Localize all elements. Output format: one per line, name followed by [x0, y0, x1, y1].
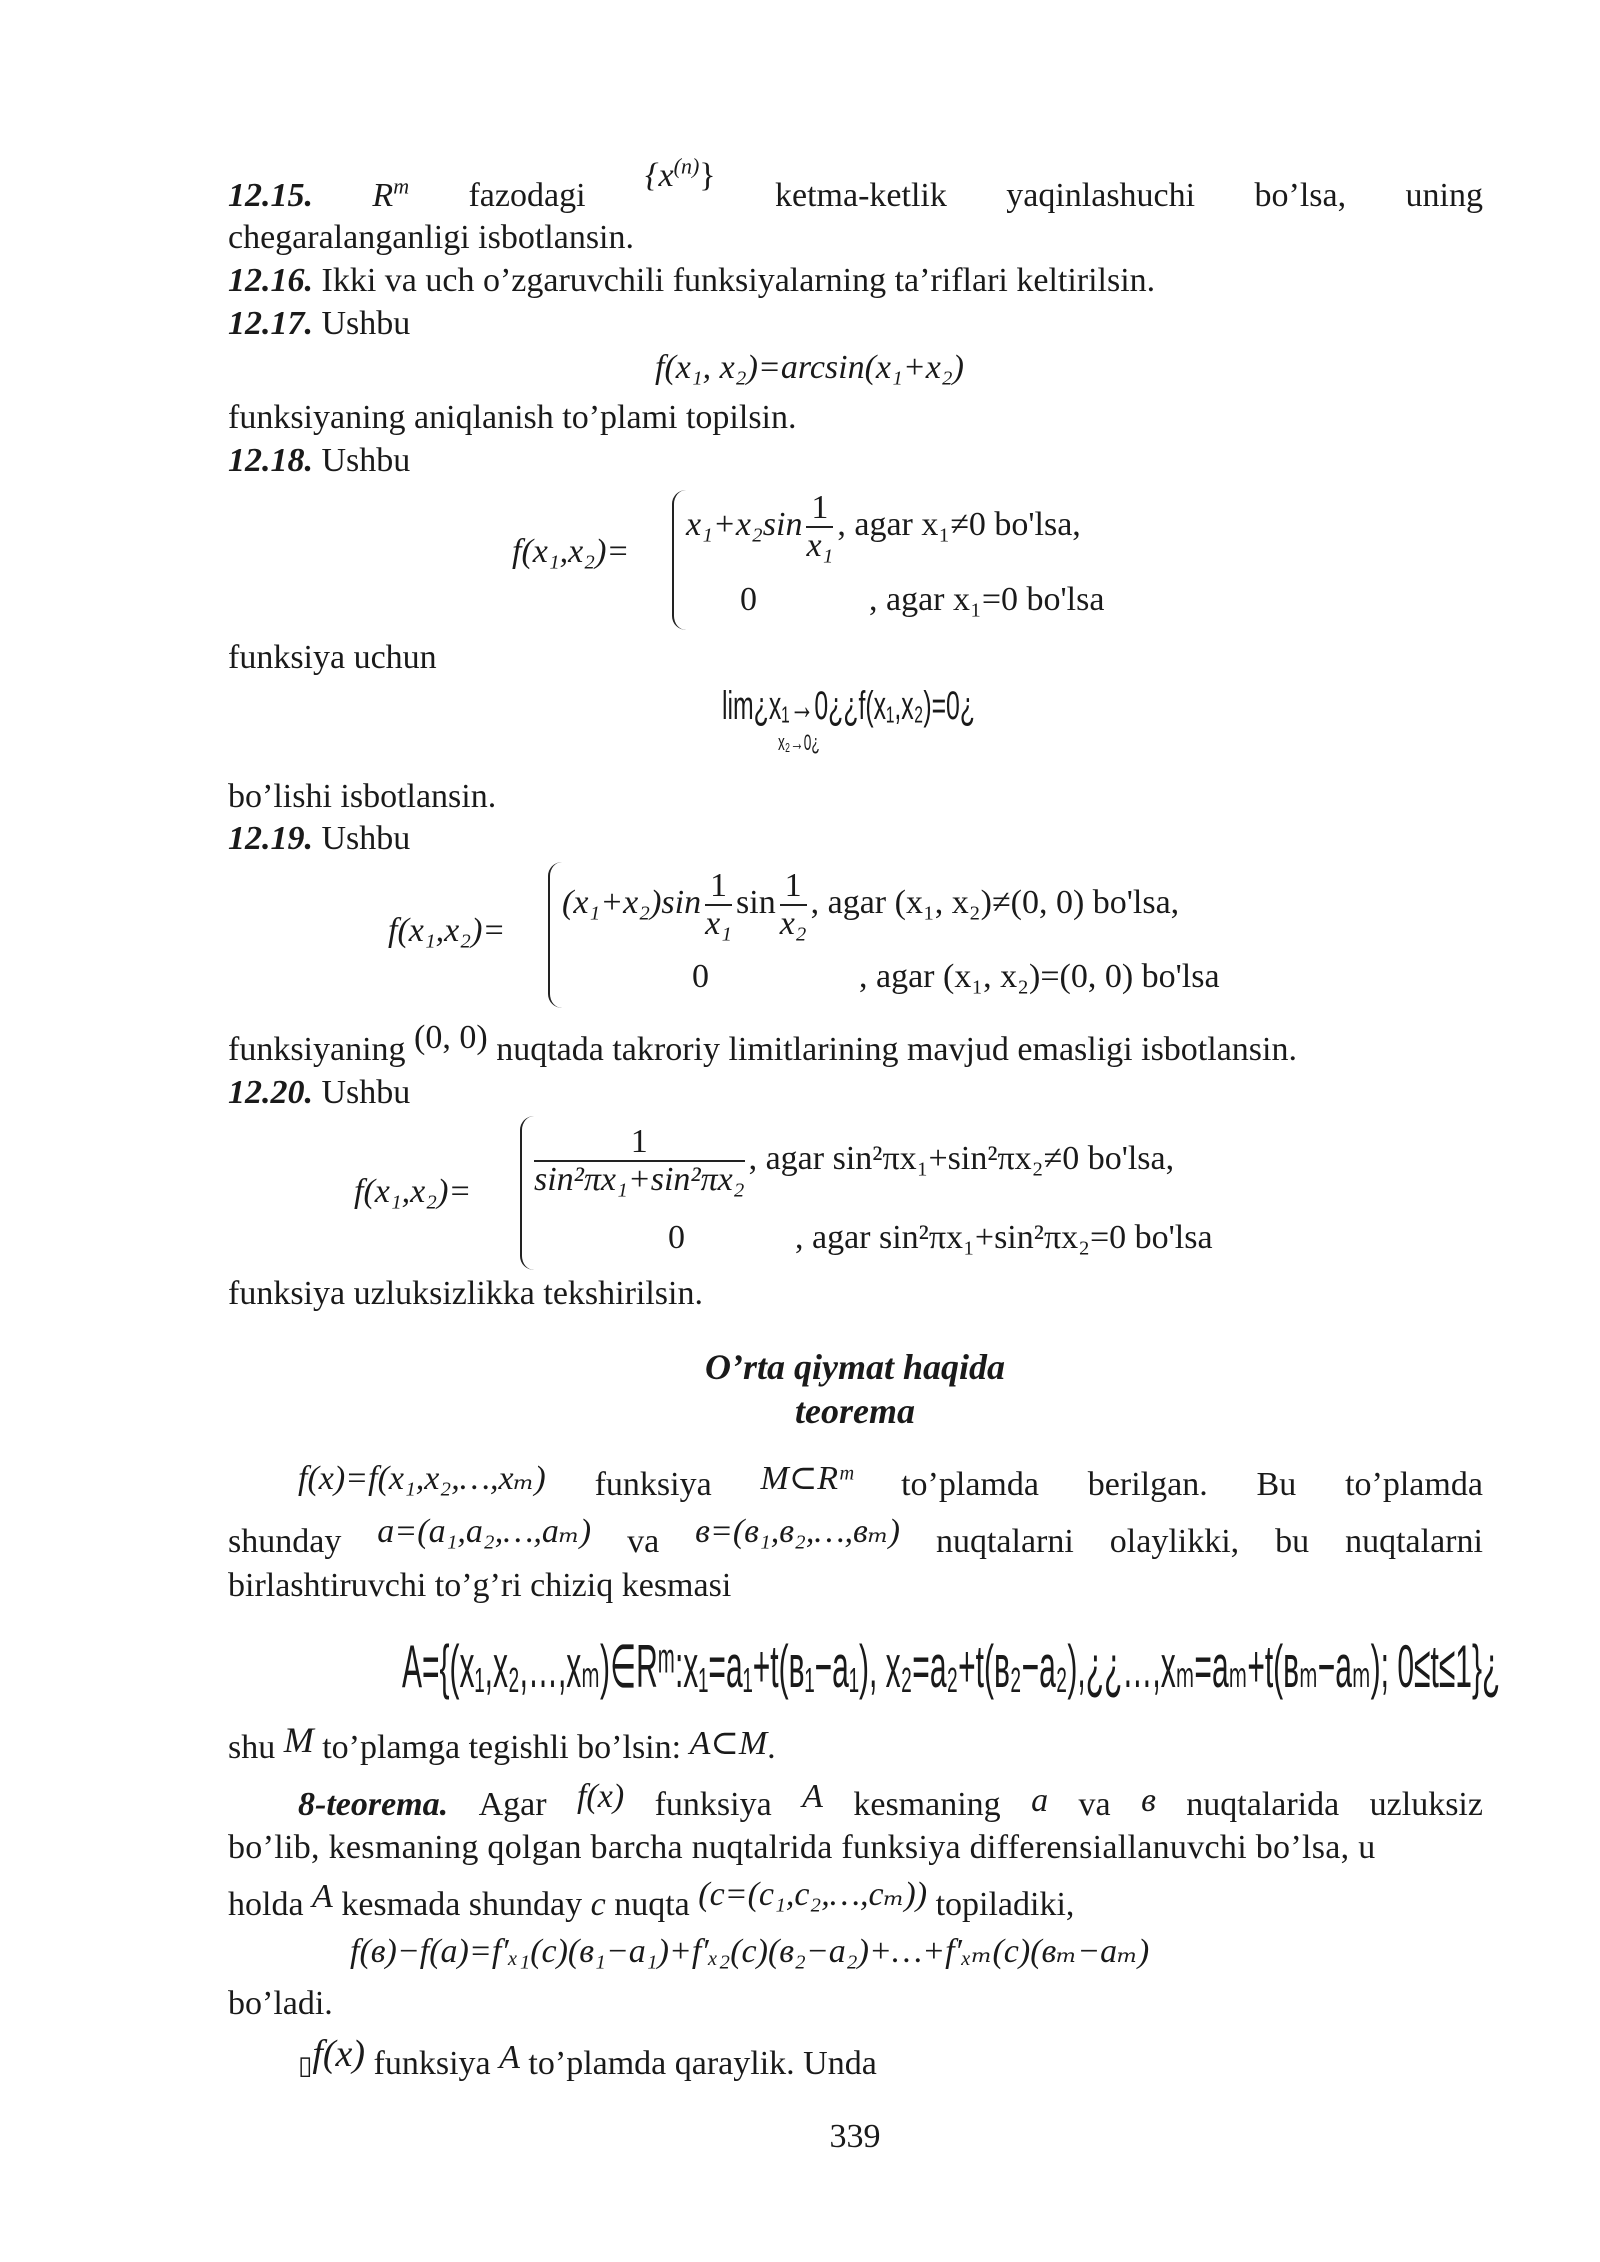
problem-text: Ushbu — [321, 442, 411, 479]
body-line1: f(x)=f(x₁,x₂,…,xₘ) funksiya M⊂Rᵐ to’plamda berilgan. Bu to’plamda — [298, 1460, 1483, 1503]
problem-number: 12.19. — [228, 820, 313, 857]
theorem-after: bo’ladi. — [228, 1985, 333, 2022]
body-line2: shunday a=(a₁,a₂,…,aₘ) va в=(в₁,в₂,…,вₘ) nuqtalarni olaylikki, bu nuqtalarni — [228, 1513, 1483, 1560]
problem-number: 12.18. — [228, 442, 313, 479]
word: fazodagi — [468, 177, 586, 214]
word: yaqinlashuchi — [1006, 177, 1196, 214]
problem-12-16 — [228, 261, 1155, 301]
theorem-line3: holda A kesmada shunday c nuqta (c=(c₁,c₂,…,cₘ)) topiladiki, — [228, 1876, 1075, 1923]
formula-12-18-case1: x₁+x₂sin $\frac{1}{\text{x₁}}$ , agar x₁≠0 bo'lsa, — [686, 489, 1081, 564]
formula-12-20-case1: $\frac{1}{\text{sin²πx₁+sin²πx₂}}$ , agar sin²πx₁+sin²πx₂≠0 bo'lsa, — [534, 1123, 1175, 1198]
body-line3: birlashtiruvchi to’g’ri chiziq kesmasi — [228, 1567, 732, 1604]
word: ketma-ketlik — [775, 177, 947, 214]
problem-text: Ikki va uch o’zgaruvchili funksiyalarning ta’riflari keltirilsin. — [321, 262, 1156, 299]
space-symbol: $R^m$ — [372, 173, 410, 214]
problem-12-19 — [228, 819, 410, 859]
formula-12-19-case1: (x₁+x₂)sin $\frac{1}{\text{x₁}}$ sin $\frac{1}{\text{x₂}}$ , agar (x₁, x₂)≠(0, 0) bo'lsa, — [562, 867, 1180, 942]
problem-12-15-line2: chegaralanganligi isbotlansin. — [228, 219, 634, 256]
problem-text: Ushbu — [321, 820, 411, 857]
set-formula: A={(x₁,x₂,…,xₘ)∈Rᵐ:x₁=a₁+t(в₁−a₁), x₂=a₂+t(в₂−a₂),¿¿…,xₘ=aₘ+t(вₘ−aₘ); 0≤t≤1}¿ — [402, 1633, 1501, 1700]
proof-line: ▯f(x) funksiya A to’plamda qaraylik. Unda — [298, 2033, 877, 2082]
problem-12-18-after1: funksiya uchun — [228, 639, 437, 676]
problem-12-20 — [228, 1073, 410, 1113]
formula-12-20-case2: 0 , agar sin²πx₁+sin²πx₂=0 bo'lsa — [668, 1219, 1213, 1256]
formula-12-18-lhs: f(x₁,x₂)= — [512, 533, 630, 570]
problem-number: 12.17. — [228, 305, 313, 342]
problem-12-15-line1 — [228, 153, 1483, 216]
formula-12-20-lhs: f(x₁,x₂)= — [354, 1173, 472, 1210]
problem-number: 12.16. — [228, 262, 313, 299]
formula-12-19-lhs: f(x₁,x₂)= — [388, 912, 506, 949]
problem-12-18 — [228, 441, 410, 481]
problem-12-18-after2: bo’lishi isbotlansin. — [228, 778, 497, 815]
word: bo’lsa, — [1254, 177, 1347, 214]
formula-12-19-case2: 0 , agar (x₁, x₂)=(0, 0) bo'lsa — [692, 958, 1220, 995]
word: uning — [1405, 177, 1483, 214]
problem-12-17 — [228, 304, 410, 344]
theorem-line2: bo’lib, kesmaning qolgan barcha nuqtalrida funksiya differensiallanuvchi bo’lsa, u — [228, 1829, 1376, 1866]
problem-text: Ushbu — [321, 305, 411, 342]
problem-12-20-after: funksiya uzluksizlikka tekshirilsin. — [228, 1275, 703, 1312]
theorem-line1: 8-teorema. Agar f(x) funksiya A kesmaning a va в nuqtalarida uzluksiz — [298, 1778, 1483, 1823]
problem-text: Ushbu — [321, 1074, 411, 1111]
problem-12-17-after: funksiyaning aniqlanish to’plami topilsin. — [228, 399, 797, 436]
body-line5: shu M to’plamga tegishli bo’lsin: A⊂M. — [228, 1720, 776, 1766]
limit-formula: lim¿x₁→0¿¿f(x₁,x₂)=0¿ — [722, 684, 976, 728]
formula-12-18-case2: 0 , agar x₁=0 bo'lsa — [740, 581, 1105, 618]
problem-number: 12.20. — [228, 1074, 313, 1111]
limit-subscript: x₂→0¿ — [778, 730, 820, 755]
section-title-line1: O’rta qiymat haqida — [704, 1347, 1005, 1387]
page-number: 339 — [829, 2118, 881, 2155]
theorem-formula: f(в)−f(a)=f′ₓ₁(c)(в₁−a₁)+f′ₓ₂(c)(в₂−a₂)+…+f′ₓₘ(c)(вₘ−aₘ) — [350, 1933, 1150, 1970]
formula-12-17: f(x₁, x₂)=arcsin(x₁+x₂) — [655, 349, 965, 386]
problem-number: 12.15. — [228, 177, 313, 214]
sequence-symbol: $\{x^{(n)}\}$ — [644, 153, 716, 194]
problem-12-19-after: funksiyaning (0, 0) nuqtada takroriy limitlarining mavjud emasligi isbotlansin. — [228, 1019, 1297, 1068]
section-title-line2: teorema — [795, 1391, 915, 1431]
